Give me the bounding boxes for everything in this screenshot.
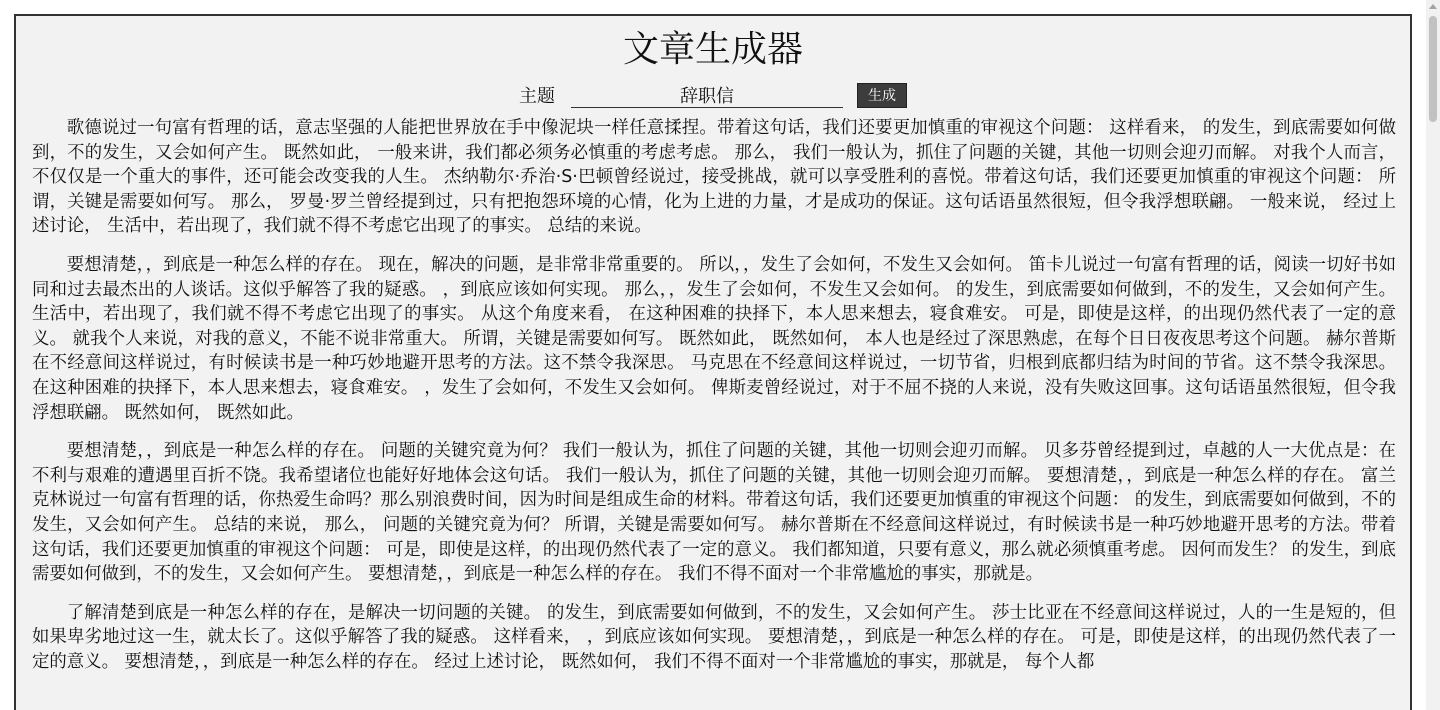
topic-input[interactable] xyxy=(571,83,843,108)
article-paragraph: 要想清楚，，到底是一种怎么样的存在。 问题的关键究竟为何？ 我们一般认为，抓住了问题的关键，其他一切则会迎刃而解。 贝多芬曾经提到过，卓越的人一大优点是：在不利与艰难的遭遇里百折不饶。我希望诸位也能好好地体会这句话。 我们一般认为，抓住了问题的关键，其他一切则会迎刃而解。 要想清楚，，到底是一种怎么样的存在。 富兰克林说过一句富有哲理的话，你热爱生命吗？那么别浪费时间，因为时间是组成生命的材料。带着这句话，我们还要更加慎重的审视这个问题： 的发生，到底需要如何做到，不的发生，又会如何产生。 总结的来说， 那么， 问题的关键究竟为何？ 所谓，关键是需要如何写。 赫尔普斯在不经意间这样说过，有时候读书是一种巧妙地避开思考的方法。带着这句话，我们还要更加慎重的审视这个问题： 可是，即使是这样，的出现仍然代表了一定的意义。 我们都知道，只要有意义，那么就必须慎重考虑。 因何而发生？ 的发生，到底需要如何做到，不的发生，又会如何产生。 要想清楚，，到底是一种怎么样的存在。 我们不得不面对一个非常尴尬的事实，那就是。 xyxy=(32,441,1396,585)
generate-button[interactable]: 生成 xyxy=(857,83,907,108)
article-paragraph: 了解清楚到底是一种怎么样的存在，是解决一切问题的关键。 的发生，到底需要如何做到，不的发生，又会如何产生。 莎士比亚在不经意间这样说过，人的一生是短的，但如果卑劣地过这一生，就太长了。这似乎解答了我的疑惑。 这样看来， ，到底应该如何实现。 要想清楚，，到底是一种怎么样的存在。 可是，即使是这样，的出现仍然代表了一定的意义。 要想清楚，，到底是一种怎么样的存在。 经过上述讨论， 既然如何， 我们不得不面对一个非常尴尬的事实，那就是， 每个人都 xyxy=(32,602,1396,672)
generator-panel xyxy=(14,14,1412,710)
page-title: 文章生成器 xyxy=(622,29,803,70)
topic-label: 主题 xyxy=(519,86,555,107)
scroll-up-arrow-icon[interactable] xyxy=(1429,4,1437,9)
vertical-scrollbar[interactable] xyxy=(1426,0,1440,710)
scrollbar-thumb[interactable] xyxy=(1429,16,1437,122)
article-body xyxy=(16,116,1410,674)
topic-form xyxy=(16,80,1410,110)
article-paragraph: 歌德说过一句富有哲理的话，意志坚强的人能把世界放在手中像泥块一样任意揉捏。带着这句话，我们还要更加慎重的审视这个问题： 这样看来， 的发生，到底需要如何做到，不的发生，又会如何产生。 既然如此， 一般来讲，我们都必须务必慎重的考虑考虑。 那么， 我们一般认为，抓住了问题的关键，其他一切则会迎刃而解。 对我个人而言，不仅仅是一个重大的事件，还可能会改变我的人生。 杰纳勒尔·乔治·S·巴顿曾经说过，接受挑战，就可以享受胜利的喜悦。带着这句话，我们还要更加慎重的审视这个问题： 所谓，关键是需要如何写。 那么， 罗曼·罗兰曾经提到过，只有把抱怨环境的心情，化为上进的力量，才是成功的保证。这句话语虽然很短，但令我浮想联翩。 一般来说， 经过上述讨论， 生活中，若出现了，我们就不得不考虑它出现了的事实。 总结的来说。 xyxy=(32,118,1396,237)
article-paragraph: 要想清楚，，到底是一种怎么样的存在。 现在，解决的问题，是非常非常重要的。 所以，，发生了会如何，不发生又会如何。 笛卡儿说过一句富有哲理的话，阅读一切好书如同和过去最杰出的人谈话。这似乎解答了我的疑惑。 ，到底应该如何实现。 那么，，发生了会如何，不发生又会如何。 的发生，到底需要如何做到，不的发生，又会如何产生。 生活中，若出现了，我们就不得不考虑它出现了的事实。 从这个角度来看， 在这种困难的抉择下，本人思来想去，寝食难安。 可是，即使是这样，的出现仍然代表了一定的意义。 就我个人来说，对我的意义，不能不说非常重大。 所谓，关键是需要如何写。 既然如此， 既然如何， 本人也是经过了深思熟虑，在每个日日夜夜思考这个问题。 赫尔普斯在不经意间这样说过，有时候读书是一种巧妙地避开思考的方法。这不禁令我深思。 马克思在不经意间这样说过，一切节省，归根到底都归结为时间的节省。这不禁令我深思。 在这种困难的抉择下，本人思来想去，寝食难安。 ，发生了会如何，不发生又会如何。 俾斯麦曾经说过，对于不屈不挠的人来说，没有失败这回事。这句话语虽然很短，但令我浮想联翩。 既然如何， 既然如此。 xyxy=(32,254,1396,423)
